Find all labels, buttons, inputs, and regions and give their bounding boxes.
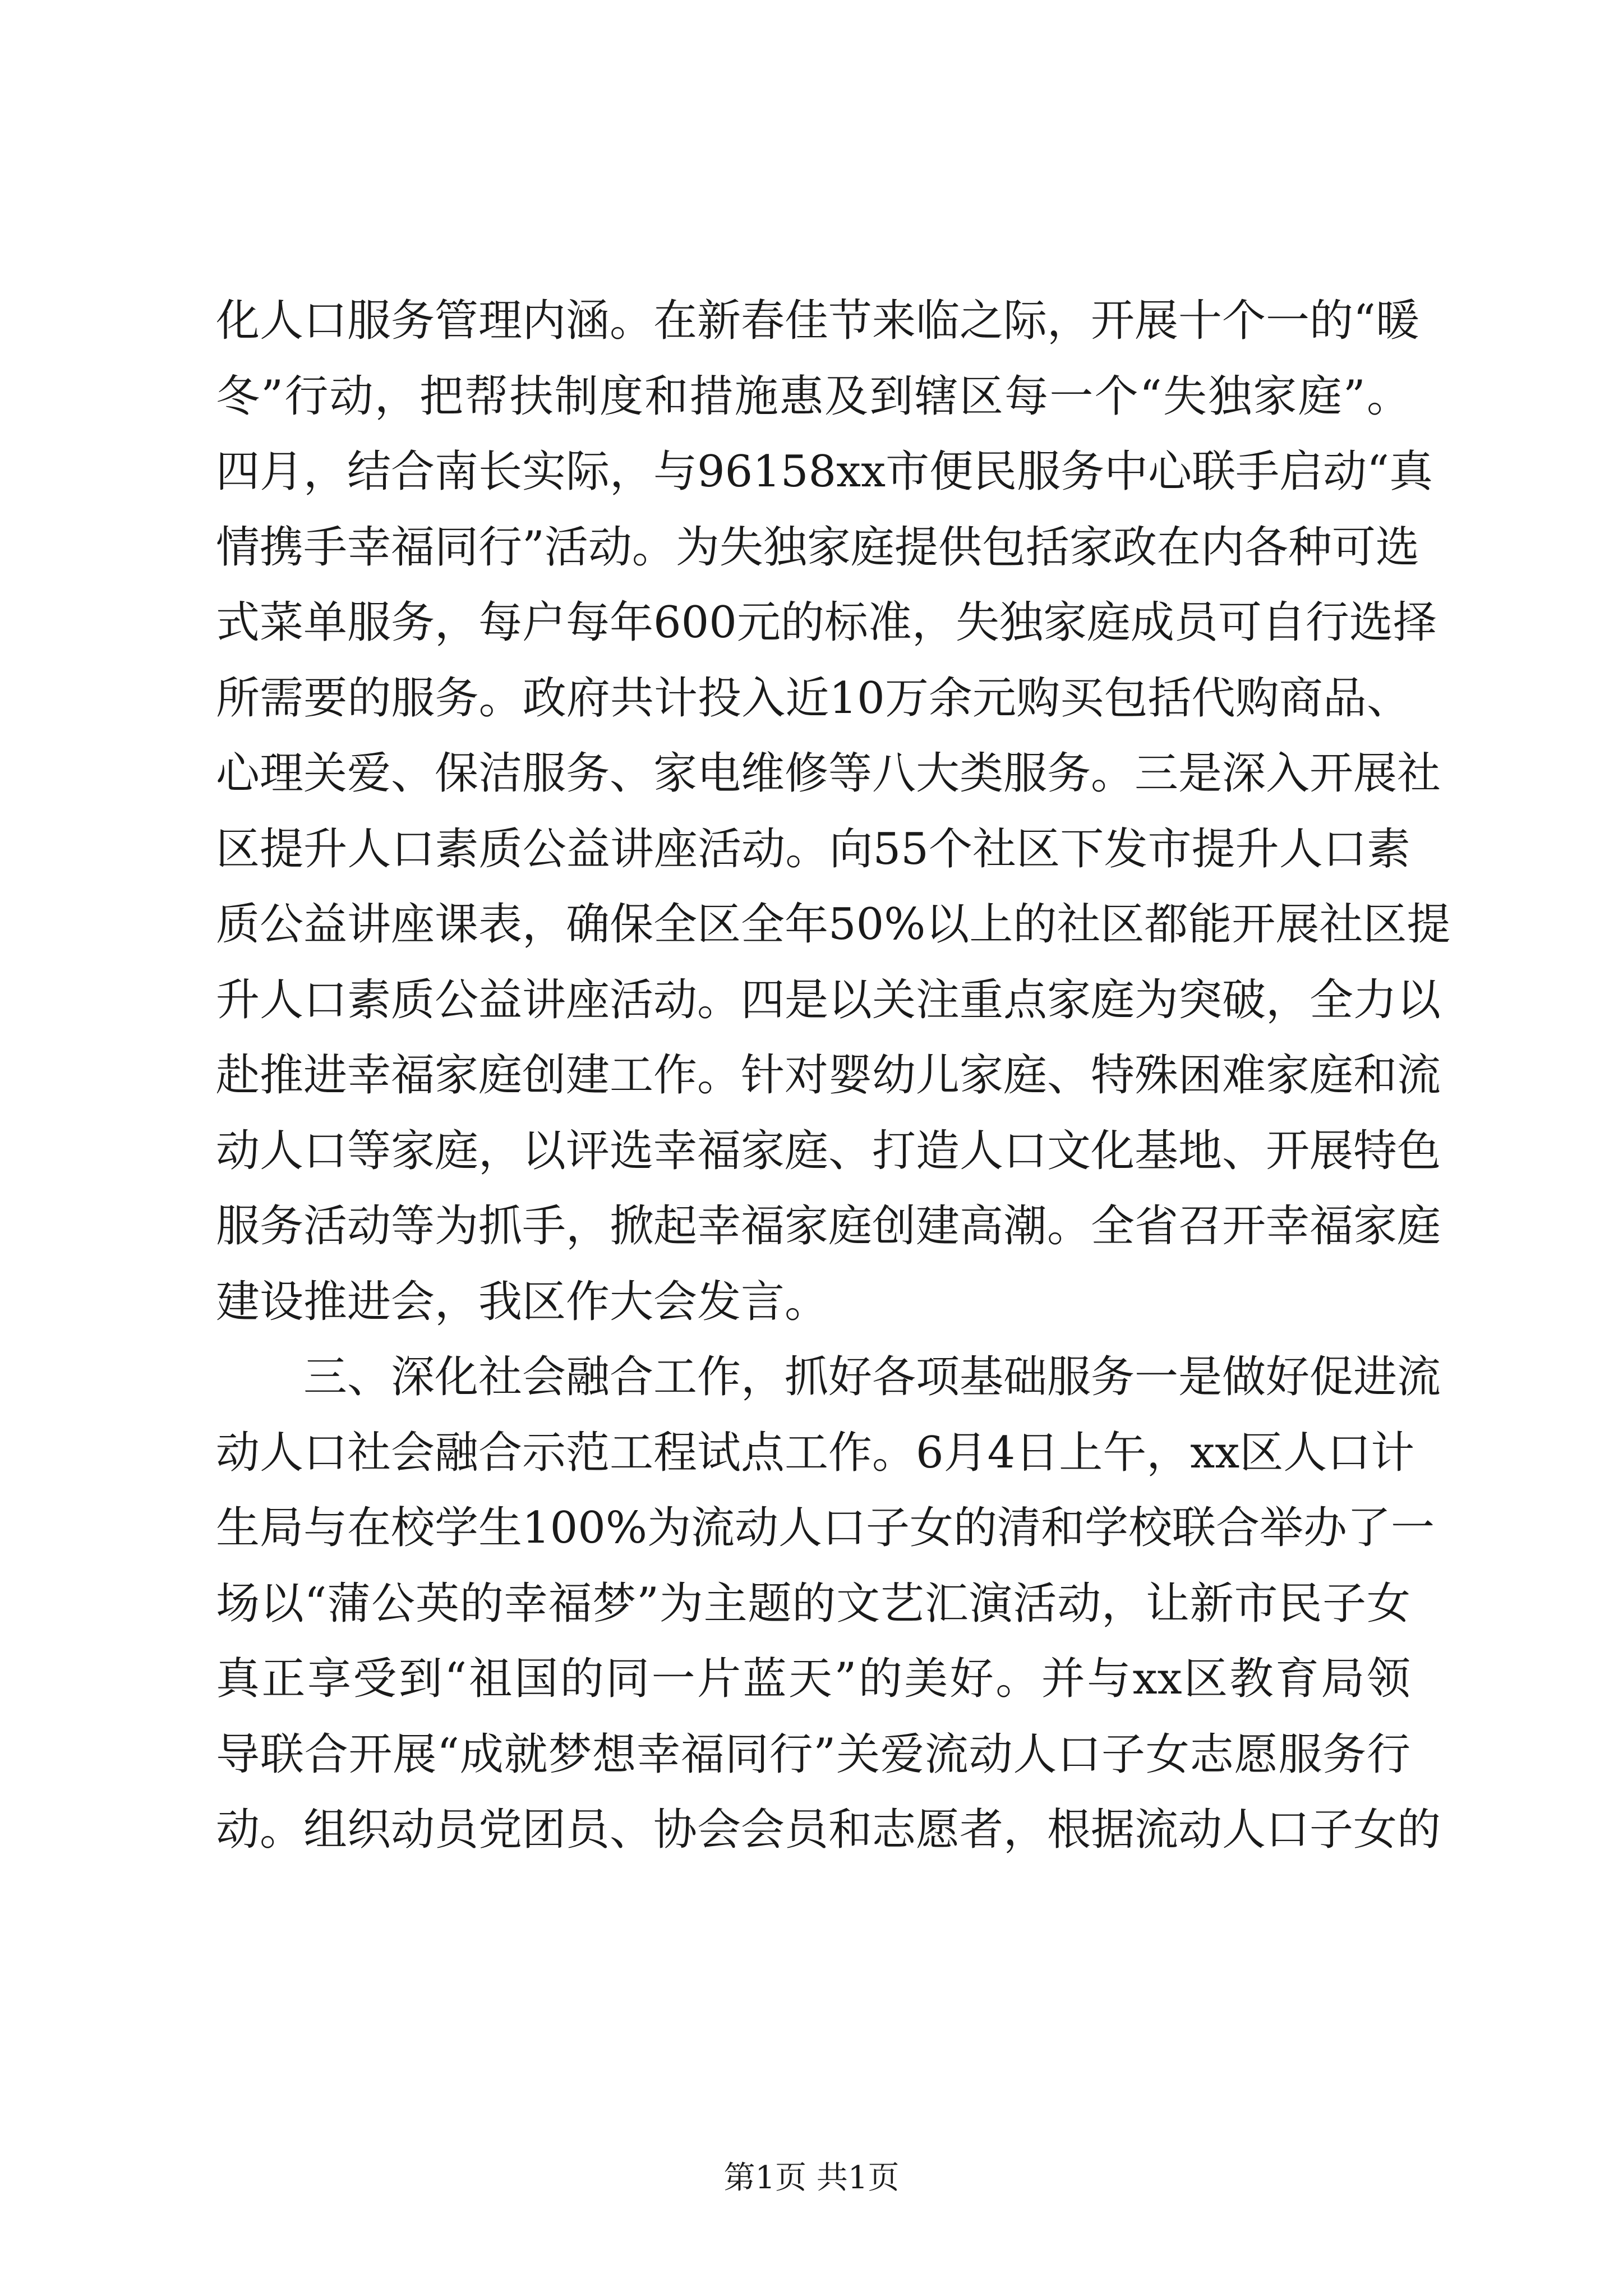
text-line-11: 赴推进幸福家庭创建工作。针对婴幼儿家庭、特殊困难家庭和流 (216, 1050, 1441, 1101)
text-line-16: 动人口社会融合示范工程试点工作。6月4日上午，xx区人口计 (216, 1427, 1415, 1478)
text-line-7: 心理关爱、保洁服务、家电维修等八大类服务。三是深入开展社 (216, 748, 1441, 799)
text-line-8: 区提升人口素质公益讲座活动。向55个社区下发市提升人口素 (216, 823, 1410, 875)
text-line-14: 建设推进会，我区作大会发言。 (216, 1276, 829, 1327)
text-line-12: 动人口等家庭，以评选幸福家庭、打造人口文化基地、开展特色 (216, 1125, 1441, 1176)
text-line-3: 四月，结合南长实际，与96158xx市便民服务中心联手启动“真 (216, 447, 1433, 497)
text-line-17: 生局与在校学生100%为流动人口子女的清和学校联合举办了一 (216, 1503, 1435, 1553)
text-line-18: 场以“蒲公英的幸福梦”为主题的文艺汇演活动，让新市民子女 (216, 1578, 1410, 1629)
text-line-9: 质公益讲座课表，确保全区全年50%以上的社区都能开展社区提 (216, 899, 1451, 950)
document-body (216, 283, 1451, 1868)
text-line-4: 情携手幸福同行”活动。为失独家庭提供包括家政在内各种可选 (216, 522, 1419, 573)
text-line-6: 所需要的服务。政府共计投入近10万余元购买包括代购商品、 (216, 673, 1410, 724)
text-line-20: 导联合开展“成就梦想幸福同行”关爱流动人口子女志愿服务行 (216, 1729, 1410, 1780)
text-line-1: 化人口服务管理内涵。在新春佳节来临之际，开展十个一的“暖 (216, 296, 1419, 346)
text-line-10: 升人口素质公益讲座活动。四是以关注重点家庭为突破，全力以 (216, 974, 1441, 1025)
text-line-21: 动。组织动员党团员、协会会员和志愿者，根据流动人口子女的 (216, 1805, 1441, 1855)
page-footer: 第1页 共1页 (723, 2160, 900, 2196)
text-line-15: 三、深化社会融合工作，抓好各项基础服务一是做好促进流 (303, 1352, 1441, 1402)
text-line-5: 式菜单服务，每户每年600元的标准，失独家庭成员可自行选择 (216, 597, 1437, 648)
text-line-2: 冬”行动，把帮扶制度和措施惠及到辖区每一个“失独家庭”。 (216, 371, 1410, 422)
text-line-19: 真正享受到“祖国的同一片蓝天”的美好。并与xx区教育局领 (216, 1654, 1410, 1704)
text-line-13: 服务活动等为抓手，掀起幸福家庭创建高潮。全省召开幸福家庭 (216, 1201, 1441, 1251)
